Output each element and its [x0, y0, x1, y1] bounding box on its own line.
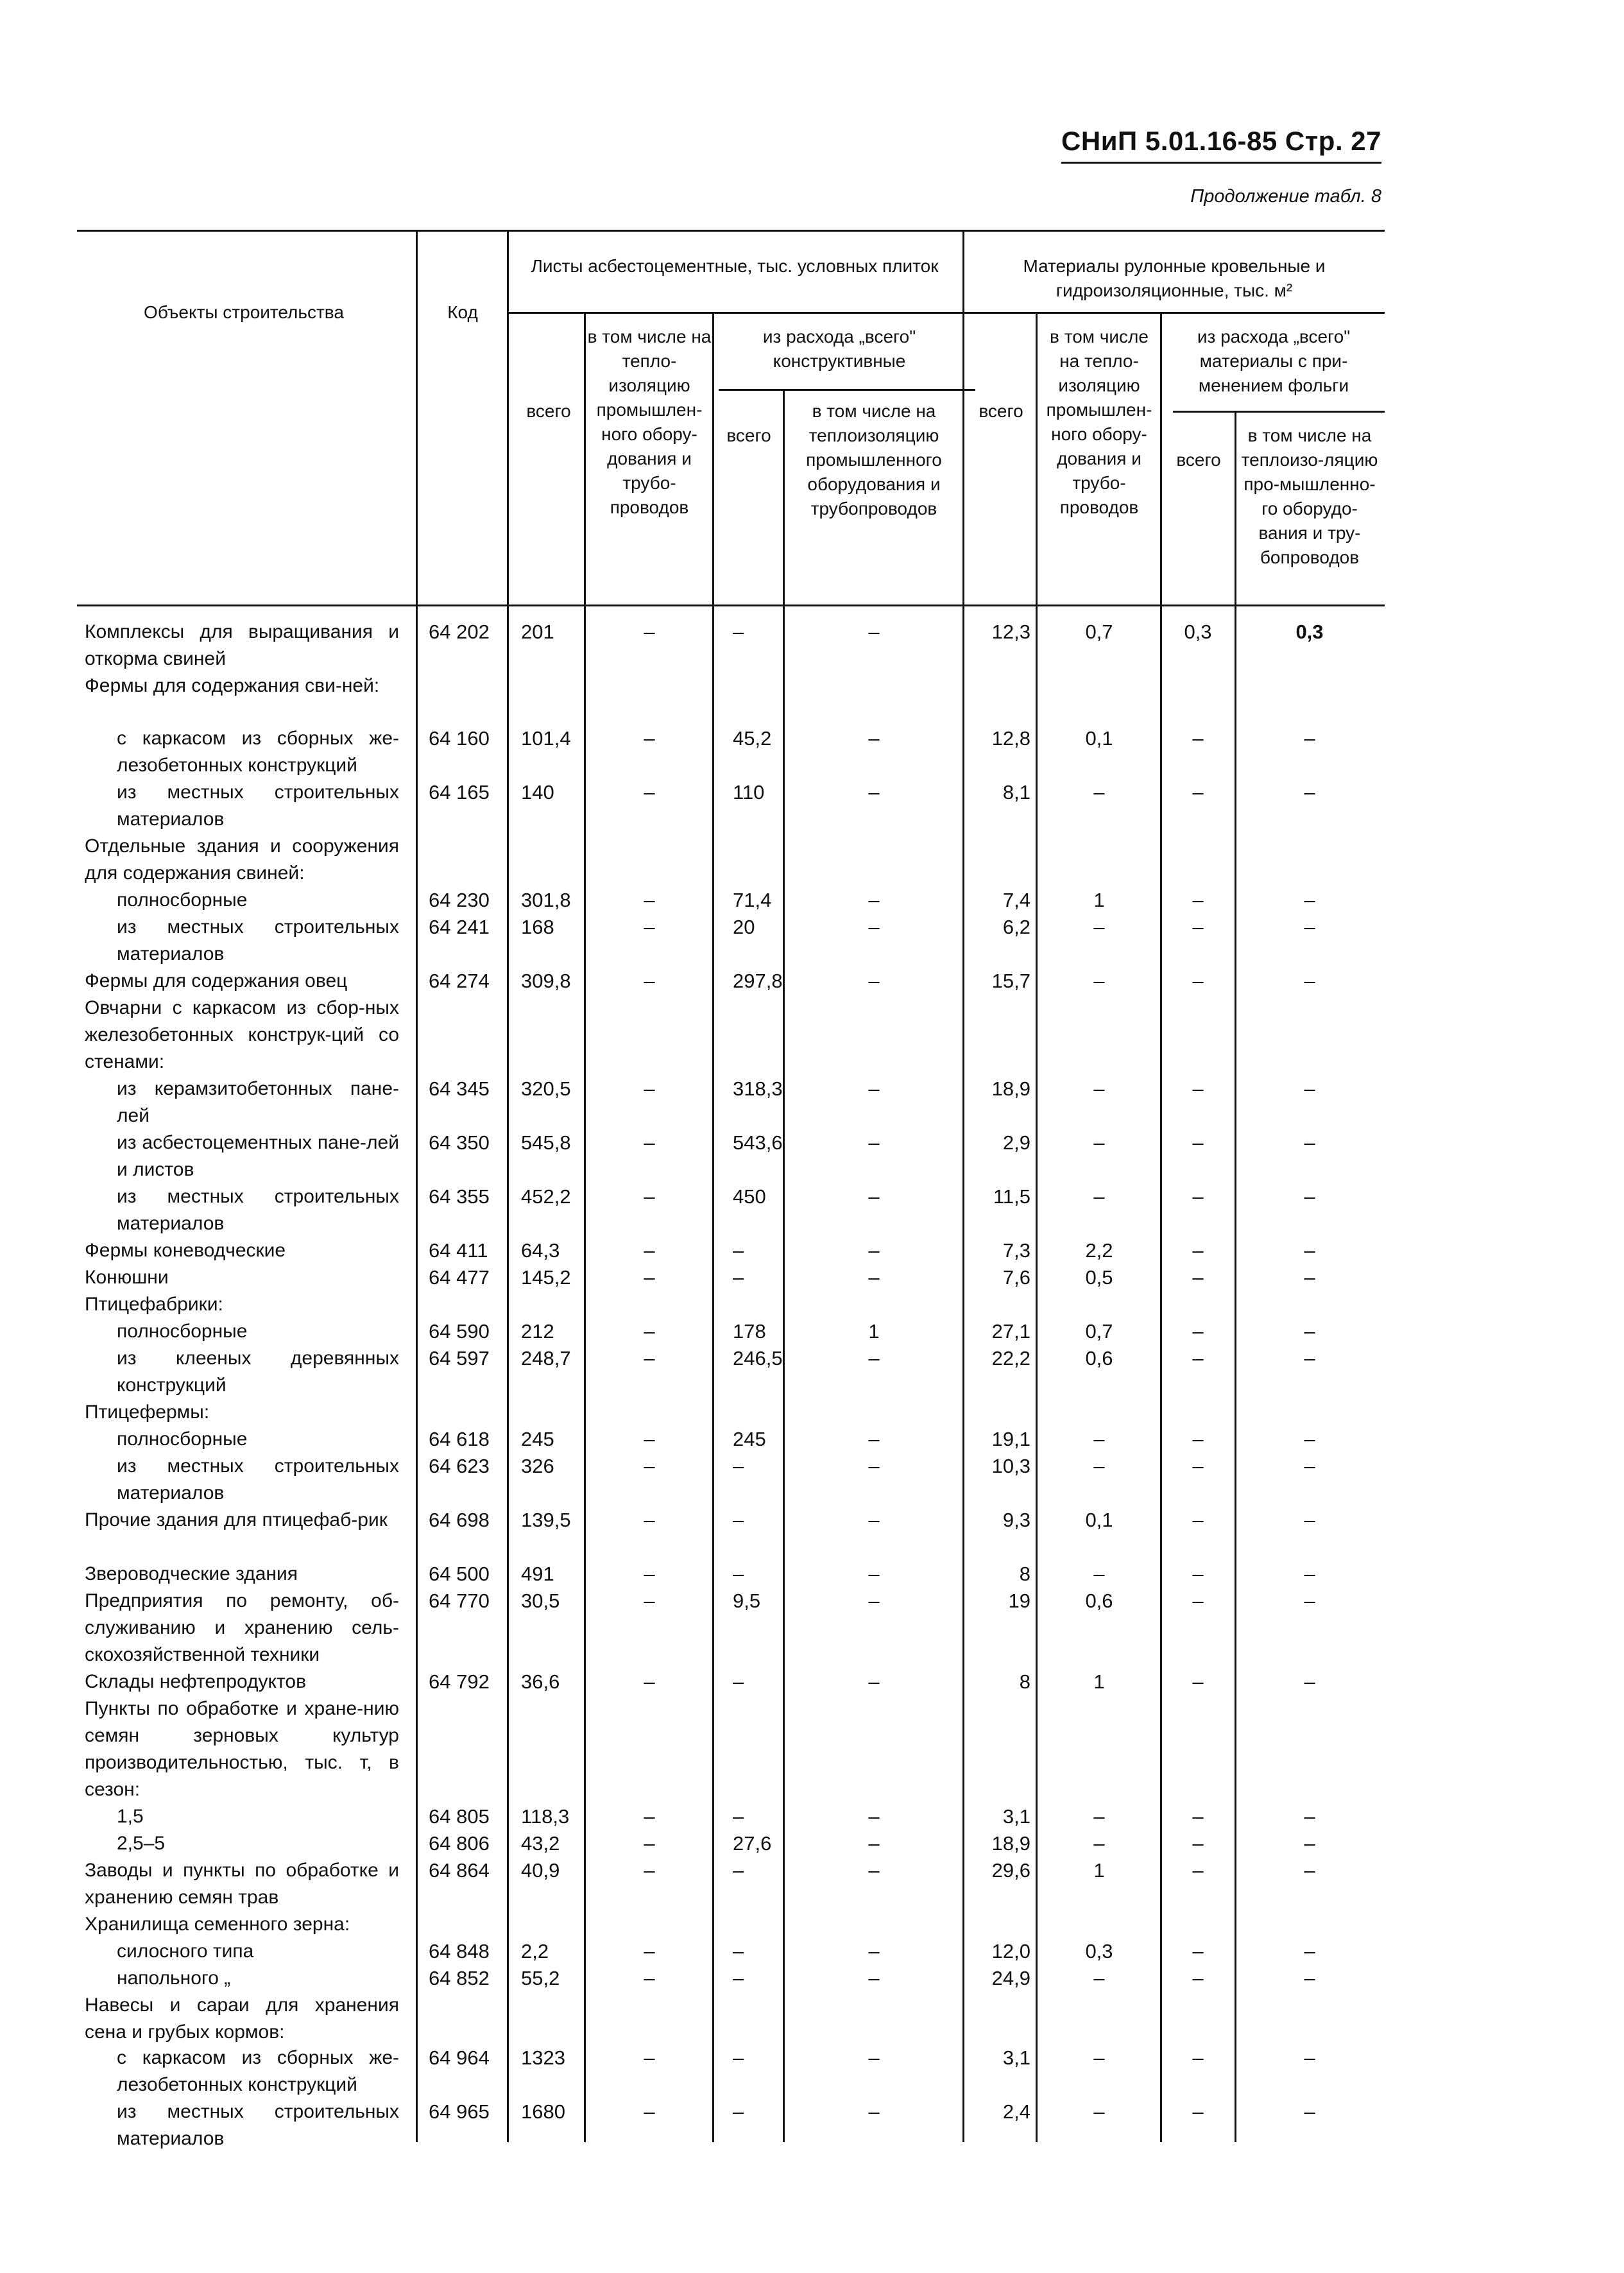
row-value-col-3: –: [733, 621, 744, 643]
row-code: 64 623: [429, 1455, 490, 1477]
row-value-col-6: 2,2: [1085, 1239, 1113, 1262]
row-value-col-6: 0,1: [1085, 727, 1113, 750]
row-value-col-5: 11,5: [993, 1185, 1030, 1208]
row-value-col-1: 320,5: [521, 1077, 571, 1100]
row-object-name: напольного „: [117, 1968, 231, 1989]
col-rule-g2-total: [1036, 312, 1038, 2142]
row-code: 64 964: [429, 2046, 490, 2069]
row-value-col-5: 7,6: [1002, 1266, 1030, 1289]
row-value-col-7: –: [1192, 916, 1204, 938]
row-value-col-7: –: [1192, 889, 1204, 911]
row-value-col-8: –: [1304, 1967, 1315, 1989]
row-value-col-5: 12,3: [991, 621, 1030, 643]
row-value-col-4: –: [868, 1967, 880, 1989]
row-value-col-5: 12,8: [991, 727, 1030, 750]
row-value-col-8: 0,3: [1295, 621, 1324, 643]
row-value-col-2: –: [644, 1320, 655, 1342]
row-value-col-8: –: [1304, 1428, 1315, 1450]
row-value-col-5: 2,9: [1002, 1131, 1030, 1154]
header-g2-foil-insulation: в том числе на теплоизо-ляцию про-мышленно-го оборудо-вания и тру-бопроводов: [1241, 425, 1378, 567]
row-value-col-1: 101,4: [521, 727, 571, 750]
row-value-col-5: 19: [1008, 1590, 1030, 1612]
row-value-col-8: –: [1304, 1455, 1315, 1477]
row-value-col-3: 45,2: [733, 727, 772, 750]
row-value-col-8: –: [1304, 1320, 1315, 1342]
row-value-col-5: 15,7: [991, 970, 1030, 992]
row-value-col-2: –: [644, 1347, 655, 1369]
row-value-col-8: –: [1304, 1832, 1315, 1855]
row-value-col-6: 0,6: [1085, 1590, 1113, 1612]
row-value-col-2: –: [644, 727, 655, 750]
row-value-col-8: –: [1304, 781, 1315, 803]
row-value-col-3: –: [733, 2100, 744, 2123]
row-code: 64 355: [429, 1185, 490, 1208]
row-value-col-4: –: [868, 1563, 880, 1585]
row-value-col-2: –: [644, 1967, 655, 1989]
row-value-col-8: –: [1304, 889, 1315, 911]
row-value-col-4: –: [868, 1805, 880, 1828]
row-value-col-7: –: [1192, 1347, 1204, 1369]
header-g1-total: всего: [526, 401, 571, 421]
header-group-sheets: Листы асбестоцементные, тыс. условных плиток: [531, 256, 939, 276]
header-bottom-rule: [77, 605, 1385, 606]
row-object-name: Склады нефтепродуктов: [85, 1671, 307, 1692]
row-code: 64 597: [429, 1347, 490, 1369]
row-object-name: из керамзитобетонных пане-лей: [117, 1078, 399, 1126]
row-code: 64 965: [429, 2100, 490, 2123]
row-value-col-5: 22,2: [991, 1347, 1030, 1369]
table-top-rule: [77, 230, 1385, 232]
row-object-name: с каркасом из сборных же-лезобетонных конструкций: [117, 728, 399, 776]
row-value-col-8: –: [1304, 1131, 1315, 1154]
row-object-name: силосного типа: [117, 1941, 254, 1962]
row-value-col-7: –: [1192, 1131, 1204, 1154]
row-value-col-6: –: [1093, 1563, 1105, 1585]
row-value-col-1: 36,6: [521, 1670, 560, 1693]
row-value-col-4: –: [868, 781, 880, 803]
row-value-col-8: –: [1304, 1859, 1315, 1882]
row-code: 64 350: [429, 1131, 490, 1154]
row-value-col-2: –: [644, 916, 655, 938]
row-object-name: из местных строительных материалов: [117, 2101, 399, 2149]
row-value-col-1: 64,3: [521, 1239, 560, 1262]
row-object-name: Конюшни: [85, 1267, 169, 1288]
row-value-col-7: –: [1192, 727, 1204, 750]
row-value-col-7: –: [1192, 970, 1204, 992]
row-value-col-1: 248,7: [521, 1347, 571, 1369]
row-value-col-1: 145,2: [521, 1266, 571, 1289]
row-value-col-8: –: [1304, 1185, 1315, 1208]
row-object-name: Звероводческие здания: [85, 1563, 298, 1584]
row-value-col-2: –: [644, 2046, 655, 2069]
row-value-col-3: –: [733, 1859, 744, 1882]
row-value-col-2: –: [644, 1805, 655, 1828]
header-g2-total: всего: [979, 401, 1023, 421]
row-object-name: из клееных деревянных конструкций: [117, 1348, 399, 1396]
row-value-col-2: –: [644, 781, 655, 803]
row-value-col-8: –: [1304, 1590, 1315, 1612]
row-value-col-3: 27,6: [733, 1832, 772, 1855]
row-code: 64 590: [429, 1320, 490, 1342]
row-value-col-6: 0,6: [1085, 1347, 1113, 1369]
row-value-col-1: 40,9: [521, 1859, 560, 1882]
row-value-col-3: –: [733, 1805, 744, 1828]
row-value-col-6: –: [1093, 1131, 1105, 1154]
row-object-name: с каркасом из сборных же-лезобетонных конструкций: [117, 2047, 399, 2095]
row-code: 64 345: [429, 1077, 490, 1100]
row-code: 64 864: [429, 1859, 490, 1882]
row-value-col-7: –: [1192, 1428, 1204, 1450]
row-object-name: Фермы для содержания сви-ней:: [85, 675, 380, 696]
row-value-col-7: –: [1192, 1320, 1204, 1342]
row-value-col-6: –: [1093, 970, 1105, 992]
row-value-col-7: –: [1192, 1590, 1204, 1612]
row-value-col-8: –: [1304, 1670, 1315, 1693]
row-value-col-2: –: [644, 1428, 655, 1450]
row-value-col-1: 43,2: [521, 1832, 560, 1855]
row-value-col-3: 543,6: [733, 1131, 783, 1154]
col-rule-g2-ins: [1160, 312, 1162, 2142]
row-value-col-1: 245: [521, 1428, 554, 1450]
row-value-col-6: 0,7: [1085, 621, 1113, 643]
header-group-roll: Материалы рулонные кровельные и гидроизоляционные, тыс. м²: [1023, 256, 1326, 300]
col-rule-code-right: [507, 230, 509, 2142]
row-value-col-4: –: [868, 1131, 880, 1154]
row-value-col-5: 6,2: [1002, 916, 1030, 938]
row-object-name: из местных строительных материалов: [117, 1186, 399, 1234]
row-value-col-1: 55,2: [521, 1967, 560, 1989]
row-value-col-2: –: [644, 1940, 655, 1962]
row-object-name: из асбестоцементных пане-лей и листов: [117, 1132, 399, 1180]
row-value-col-4: –: [868, 1077, 880, 1100]
row-value-col-5: 2,4: [1002, 2100, 1030, 2123]
page-title: СНиП 5.01.16-85 Стр. 27: [1061, 126, 1381, 164]
header-g1-structural: из расхода „всего" конструктивные: [762, 327, 916, 371]
row-value-col-3: –: [733, 1563, 744, 1585]
row-object-name: Заводы и пункты по обработке и хранению семян трав: [85, 1860, 399, 1908]
row-value-col-2: –: [644, 1670, 655, 1693]
row-code: 64 411: [429, 1239, 488, 1262]
row-value-col-5: 10,3: [991, 1455, 1030, 1477]
row-object-name: из местных строительных материалов: [117, 916, 399, 965]
row-value-col-5: 12,0: [991, 1940, 1030, 1962]
row-value-col-4: –: [868, 1859, 880, 1882]
row-value-col-1: 118,3: [521, 1805, 570, 1828]
row-value-col-3: –: [733, 1940, 744, 1962]
row-value-col-6: 1: [1093, 889, 1105, 911]
row-value-col-3: 245: [733, 1428, 766, 1450]
row-code: 64 160: [429, 727, 490, 750]
col-rule-code-left: [416, 230, 418, 2142]
row-object-name: Овчарни с каркасом из сбор-ных железобетонных конструк-ций со стенами:: [85, 997, 399, 1072]
row-value-col-4: –: [868, 1832, 880, 1855]
row-value-col-2: –: [644, 1859, 655, 1882]
row-value-col-3: –: [733, 1967, 744, 1989]
header-g2-foil: из расхода „всего" материалы с при-менением фольги: [1197, 327, 1351, 395]
row-object-name: полносборные: [117, 1428, 248, 1450]
row-value-col-7: –: [1192, 1670, 1204, 1693]
row-object-name: Предприятия по ремонту, об-служиванию и хранению сель-скохозяйственной техники: [85, 1590, 399, 1665]
row-value-col-6: –: [1093, 1967, 1105, 1989]
row-code: 64 500: [429, 1563, 490, 1585]
row-object-name: Фермы для содержания овец: [85, 970, 348, 991]
row-value-col-5: 3,1: [1002, 1805, 1030, 1828]
row-code: 64 792: [429, 1670, 490, 1693]
row-value-col-7: –: [1192, 1077, 1204, 1100]
row-value-col-3: –: [733, 2046, 744, 2069]
row-code: 64 852: [429, 1967, 490, 1989]
row-value-col-3: –: [733, 1509, 744, 1531]
row-value-col-4: –: [868, 2046, 880, 2069]
row-value-col-8: –: [1304, 1509, 1315, 1531]
row-value-col-5: 8,1: [1002, 781, 1030, 803]
row-value-col-6: 0,5: [1085, 1266, 1113, 1289]
row-value-col-6: –: [1093, 1428, 1105, 1450]
row-value-col-1: 545,8: [521, 1131, 571, 1154]
row-value-col-7: –: [1192, 1239, 1204, 1262]
row-value-col-3: 246,5: [733, 1347, 783, 1369]
row-value-col-1: 30,5: [521, 1590, 560, 1612]
row-object-name: полносборные: [117, 889, 248, 911]
row-value-col-2: –: [644, 1455, 655, 1477]
row-value-col-8: –: [1304, 1077, 1315, 1100]
row-value-col-7: –: [1192, 1185, 1204, 1208]
row-value-col-4: –: [868, 1347, 880, 1369]
row-value-col-3: 9,5: [733, 1590, 761, 1612]
row-value-col-5: 7,3: [1002, 1239, 1030, 1262]
row-value-col-4: –: [868, 1428, 880, 1450]
header-g2-foil-total: всего: [1176, 450, 1221, 470]
row-value-col-3: –: [733, 1239, 744, 1262]
row-value-col-2: –: [644, 889, 655, 911]
row-value-col-4: –: [868, 2100, 880, 2123]
row-value-col-1: 139,5: [521, 1509, 571, 1531]
row-value-col-3: 318,3: [733, 1077, 783, 1100]
row-value-col-2: –: [644, 1185, 655, 1208]
row-value-col-2: –: [644, 1509, 655, 1531]
row-value-col-1: 326: [521, 1455, 554, 1477]
row-value-col-2: –: [644, 1832, 655, 1855]
row-value-col-7: –: [1192, 1455, 1204, 1477]
row-value-col-1: 212: [521, 1320, 554, 1342]
col-rule-g2-foil: [1235, 411, 1236, 2142]
row-value-col-6: –: [1093, 1455, 1105, 1477]
row-object-name: 1,5: [117, 1806, 144, 1827]
header-g1-struct-insulation: в том числе на теплоизоляцию промышленного оборудования и трубопроводов: [806, 401, 942, 519]
row-value-col-1: 1323: [521, 2046, 565, 2069]
row-value-col-7: –: [1192, 1509, 1204, 1531]
header-g2-insulation: в том числе на тепло-изоляцию промышлен-ного обору-дования и трубо-проводов: [1046, 327, 1152, 517]
row-object-name: Птицефабрики:: [85, 1294, 223, 1315]
row-value-col-6: 1: [1093, 1859, 1105, 1882]
row-value-col-3: 450: [733, 1185, 766, 1208]
row-code: 64 698: [429, 1509, 490, 1531]
row-value-col-2: –: [644, 1266, 655, 1289]
row-code: 64 770: [429, 1590, 490, 1612]
row-value-col-4: –: [868, 1509, 880, 1531]
row-value-col-3: 297,8: [733, 970, 783, 992]
row-value-col-8: –: [1304, 1347, 1315, 1369]
row-value-col-3: 71,4: [733, 889, 772, 911]
row-object-name: Прочие здания для птицефаб-рик: [85, 1509, 388, 1531]
row-value-col-8: –: [1304, 970, 1315, 992]
row-value-col-6: 0,1: [1085, 1509, 1113, 1531]
row-value-col-1: 309,8: [521, 970, 571, 992]
row-value-col-4: –: [868, 916, 880, 938]
row-value-col-7: –: [1192, 1859, 1204, 1882]
row-value-col-8: –: [1304, 727, 1315, 750]
row-value-col-6: –: [1093, 781, 1105, 803]
row-value-col-3: –: [733, 1455, 744, 1477]
row-value-col-7: 0,3: [1184, 621, 1212, 643]
row-value-col-5: 8: [1019, 1670, 1030, 1693]
row-object-name: из местных строительных материалов: [117, 1455, 399, 1504]
row-value-col-1: 301,8: [521, 889, 571, 911]
subgroup-divider-rule-2: [1173, 411, 1385, 413]
row-value-col-7: –: [1192, 2046, 1204, 2069]
row-value-col-5: 8: [1019, 1563, 1030, 1585]
table-continuation-note: Продолжение табл. 8: [1190, 186, 1381, 207]
header-g1-insulation: в том числе на тепло-изоляцию промышлен-ного обору-дования и трубо-проводов: [587, 327, 712, 517]
row-value-col-8: –: [1304, 1266, 1315, 1289]
row-value-col-5: 18,9: [991, 1832, 1030, 1855]
row-object-name: Птицефермы:: [85, 1402, 210, 1423]
row-value-col-4: –: [868, 1455, 880, 1477]
row-value-col-4: –: [868, 1590, 880, 1612]
row-value-col-5: 24,9: [991, 1967, 1030, 1989]
row-value-col-6: –: [1093, 2100, 1105, 2123]
row-value-col-1: 140: [521, 781, 554, 803]
row-code: 64 241: [429, 916, 490, 938]
row-value-col-5: 9,3: [1002, 1509, 1030, 1531]
row-value-col-3: 110: [733, 781, 765, 803]
row-object-name: Навесы и сараи для хранения сена и грубых кормов:: [85, 1994, 399, 2043]
row-value-col-2: –: [644, 970, 655, 992]
row-value-col-8: –: [1304, 2046, 1315, 2069]
row-value-col-4: –: [868, 727, 880, 750]
row-value-col-6: –: [1093, 1805, 1105, 1828]
row-value-col-2: –: [644, 1131, 655, 1154]
row-code: 64 274: [429, 970, 490, 992]
row-value-col-8: –: [1304, 1239, 1315, 1262]
row-value-col-6: 0,7: [1085, 1320, 1113, 1342]
row-value-col-4: –: [868, 1185, 880, 1208]
row-value-col-7: –: [1192, 1832, 1204, 1855]
row-value-col-7: –: [1192, 1563, 1204, 1585]
row-value-col-5: 3,1: [1002, 2046, 1030, 2069]
group-divider-rule: [507, 312, 1385, 314]
row-value-col-3: –: [733, 1670, 744, 1693]
row-code: 64 202: [429, 621, 490, 643]
row-value-col-6: –: [1093, 1832, 1105, 1855]
row-value-col-4: –: [868, 1670, 880, 1693]
row-object-name: Фермы коневодческие: [85, 1240, 286, 1261]
row-value-col-3: –: [733, 1266, 744, 1289]
row-value-col-2: –: [644, 1563, 655, 1585]
header-objects: Объекты строительства: [144, 302, 344, 322]
row-value-col-2: –: [644, 621, 655, 643]
row-value-col-5: 7,4: [1002, 889, 1030, 911]
row-value-col-4: –: [868, 970, 880, 992]
row-code: 64 806: [429, 1832, 490, 1855]
row-value-col-8: –: [1304, 1805, 1315, 1828]
row-object-name: Отдельные здания и сооружения для содержания свиней:: [85, 836, 399, 884]
subgroup-divider-rule-1: [719, 389, 975, 391]
row-value-col-4: 1: [868, 1320, 880, 1342]
header-code: Код: [447, 302, 478, 322]
row-value-col-5: 29,6: [991, 1859, 1030, 1882]
row-value-col-1: 1680: [521, 2100, 565, 2123]
row-value-col-2: –: [644, 1239, 655, 1262]
row-value-col-6: –: [1093, 1077, 1105, 1100]
row-code: 64 230: [429, 889, 490, 911]
row-value-col-4: –: [868, 1940, 880, 1962]
row-value-col-7: –: [1192, 1805, 1204, 1828]
row-value-col-6: –: [1093, 916, 1105, 938]
row-code: 64 618: [429, 1428, 490, 1450]
row-value-col-4: –: [868, 1239, 880, 1262]
row-value-col-2: –: [644, 1590, 655, 1612]
row-value-col-7: –: [1192, 1940, 1204, 1962]
row-object-name: полносборные: [117, 1321, 248, 1342]
row-value-col-5: 27,1: [991, 1320, 1030, 1342]
row-value-col-5: 18,9: [991, 1077, 1030, 1100]
row-value-col-6: –: [1093, 1185, 1105, 1208]
row-object-name: 2,5–5: [117, 1833, 166, 1854]
row-value-col-3: 20: [733, 916, 755, 938]
row-value-col-5: 19,1: [991, 1428, 1030, 1450]
row-object-name: Комплексы для выращивания и откорма свиней: [85, 621, 399, 669]
row-value-col-8: –: [1304, 1563, 1315, 1585]
col-rule-g2-left: [962, 230, 964, 2142]
row-value-col-8: –: [1304, 1940, 1315, 1962]
row-value-col-1: 168: [521, 916, 554, 938]
row-object-name: Пункты по обработке и хране-нию семян зерновых культур производительностью, тыс. т, в сезон:: [85, 1698, 399, 1800]
row-value-col-7: –: [1192, 1967, 1204, 1989]
row-value-col-4: –: [868, 621, 880, 643]
row-value-col-7: –: [1192, 781, 1204, 803]
col-rule-g1-ins: [712, 312, 714, 2142]
row-value-col-1: 201: [521, 621, 554, 643]
row-value-col-6: –: [1093, 2046, 1105, 2069]
row-code: 64 805: [429, 1805, 490, 1828]
row-value-col-1: 2,2: [521, 1940, 549, 1962]
row-value-col-6: 0,3: [1085, 1940, 1113, 1962]
row-code: 64 165: [429, 781, 490, 803]
row-code: 64 848: [429, 1940, 490, 1962]
row-value-col-8: –: [1304, 916, 1315, 938]
row-value-col-8: –: [1304, 2100, 1315, 2123]
row-value-col-7: –: [1192, 2100, 1204, 2123]
row-value-col-3: 178: [733, 1320, 766, 1342]
row-value-col-2: –: [644, 1077, 655, 1100]
row-code: 64 477: [429, 1266, 490, 1289]
row-value-col-7: –: [1192, 1266, 1204, 1289]
row-object-name: Хранилища семенного зерна:: [85, 1914, 350, 1935]
row-value-col-6: 1: [1093, 1670, 1105, 1693]
row-value-col-1: 491: [521, 1563, 554, 1585]
row-value-col-1: 452,2: [521, 1185, 571, 1208]
row-value-col-2: –: [644, 2100, 655, 2123]
row-object-name: из местных строительных материалов: [117, 782, 399, 830]
row-value-col-4: –: [868, 1266, 880, 1289]
header-g1-struct-total: всего: [726, 425, 771, 445]
row-value-col-4: –: [868, 889, 880, 911]
